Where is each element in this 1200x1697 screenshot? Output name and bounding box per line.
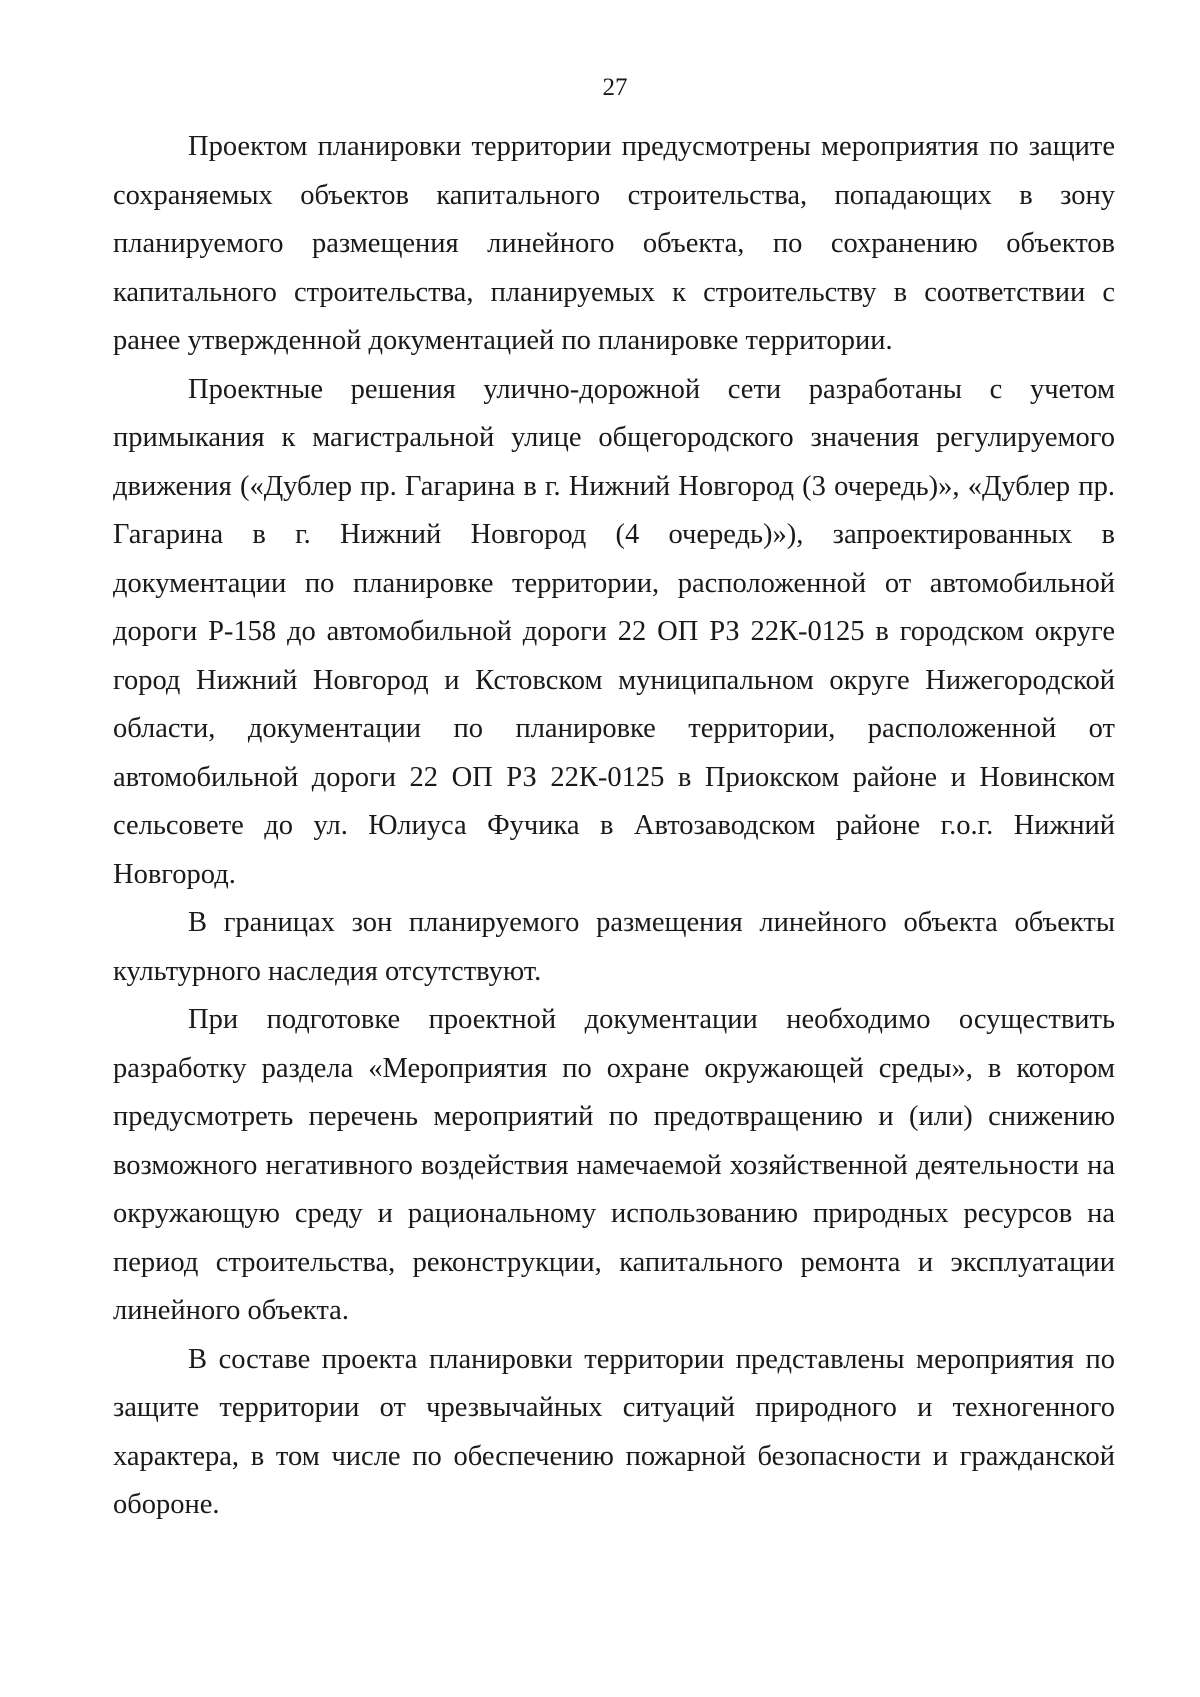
page-number: 27 <box>602 74 628 101</box>
paragraph-road-network: Проектные решения улично-дорожной сети разработаны с учетом примыкания к магистральной улице общегородского значения регулируемого движения («Дублер пр. Гагарина в г. Нижний Новгород (3 очередь)», «Дублер пр. Гагарина в г. Нижний Новгород (4 очередь)»), запроектированных в документации по планировке территории, расположенной от автомобильной дороги Р-158 до автомобильной дороги 22 ОП РЗ 22К-0125 в городском округе город Нижний Новгород и Кстовском муниципальном округе Нижегородской области, документации по планировке территории, расположенной от автомобильной дороги 22 ОП РЗ 22К-0125 в Приокском районе и Новинском сельсовете до ул. Юлиуса Фучика в Автозаводском районе г.о.г. Нижний Новгород. <box>113 373 1115 890</box>
paragraph-protection-measures: Проектом планировки территории предусмотрены мероприятия по защите сохраняемых объектов капитального строительства, попадающих в зону планируемого размещения линейного объекта, по сохранению объектов капитального строительства, планируемых к строительству в соответствии с ранее утвержденной документацией по планировке территории. <box>113 131 1115 356</box>
paragraph-cultural-heritage: В границах зон планируемого размещения линейного объекта объекты культурного наследия отсутствуют. <box>113 907 1115 987</box>
paragraph-emergency-protection: В составе проекта планировки территории представлены мероприятия по защите территории от чрезвычайных ситуаций природного и техногенного характера, в том числе по обеспечению пожарной безопасности и гражданской обороне. <box>113 1343 1115 1520</box>
paragraph-environmental-protection: При подготовке проектной документации необходимо осуществить разработку раздела «Мероприятия по охране окружающей среды», в котором предусмотреть перечень мероприятий по предотвращению и (или) снижению возможного негативного воздействия намечаемой хозяйственной деятельности на окружающую среду и рациональному использованию природных ресурсов на период строительства, реконструкции, капитального ремонта и эксплуатации линейного объекта. <box>113 1004 1115 1326</box>
document-body <box>113 123 1115 1530</box>
